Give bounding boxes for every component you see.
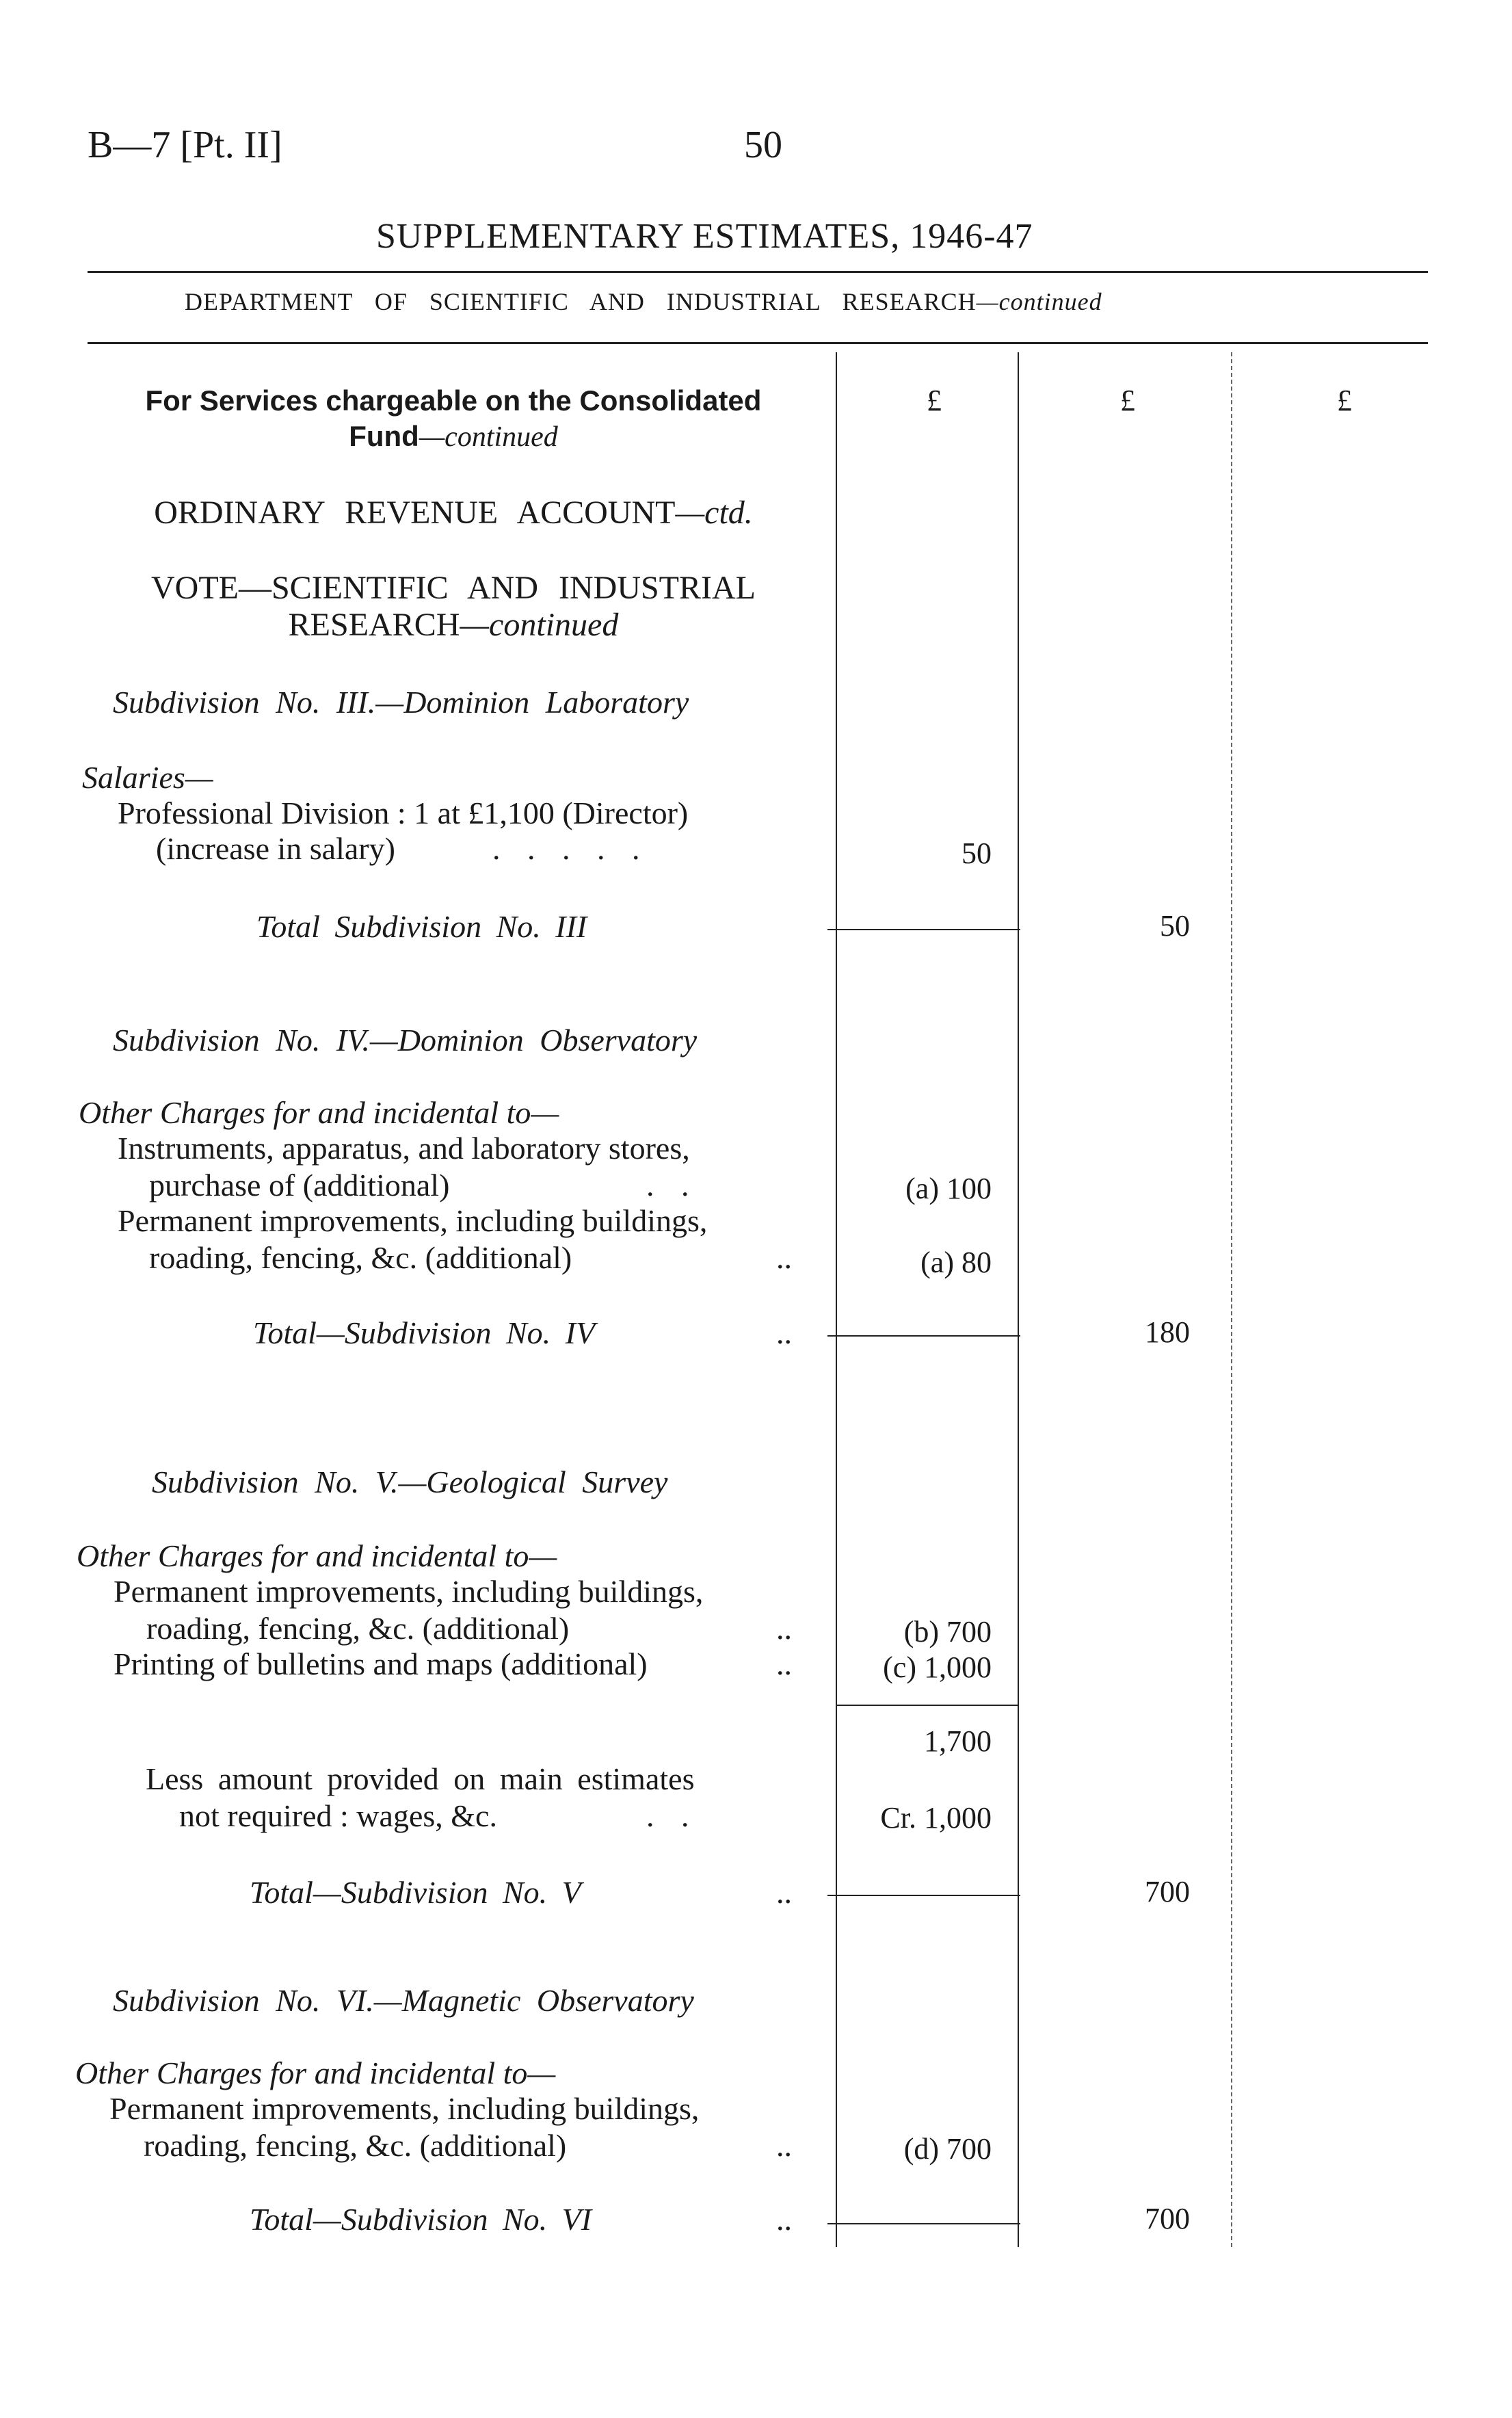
leader-dots: .. [776,1315,792,1350]
subdivision-5-item1-line2: roading, fencing, &c. (additional) [146,1611,570,1646]
leader-dots: .. [776,1240,792,1275]
header-rule-top [88,271,1428,273]
fund-title-line1: For Services chargeable on the Consolidated [145,384,762,417]
subdivision-5-item2-amount: (c) 1,000 [883,1651,992,1684]
leader-dots: . . . . . [492,831,650,866]
subdivision-4-item1-line1: Instruments, apparatus, and laboratory stores, [118,1131,690,1166]
subdivision-5-item2: Printing of bulletins and maps (additional) [114,1646,648,1681]
subdivision-5-item1-line1: Permanent improvements, including buildings, [114,1574,704,1609]
fund-title-suffix: —continued [419,421,558,453]
subdivision-5-less-line2: not required : wages, &c. [179,1798,497,1833]
leader-dots: .. [776,1646,792,1681]
subdivision-4-heading: Subdivision No. IV.—Dominion Observatory [113,1023,698,1057]
vote-name: RESEARCH [288,607,460,643]
leader-dots: .. [776,2128,792,2163]
subdivision-5-item1-amount: (b) 700 [903,1615,992,1648]
subtotal-rule [827,2223,1020,2224]
subdivision-3-item-amount: 50 [961,837,992,870]
leader-dots: . . [646,1168,699,1203]
vote-heading-line1: VOTE—SCIENTIFIC AND INDUSTRIAL [151,570,756,606]
subdivision-6-total-amount: 700 [1145,2202,1190,2235]
account-heading [88,494,819,531]
column-rule-1 [836,352,837,2247]
subdivision-4-total-label: Total—Subdivision No. IV [253,1315,596,1350]
subdivision-6-heading: Subdivision No. VI.—Magnetic Observatory [113,1983,694,2018]
subdivision-6-item1-line2: roading, fencing, &c. (additional) [144,2128,567,2163]
subdivision-3-total-label: Total Subdivision No. III [256,909,587,944]
department-name: DEPARTMENT OF SCIENTIFIC AND INDUSTRIAL RESEARCH [185,288,977,315]
subtotal-rule [827,1335,1020,1337]
column-header-3: £ [1337,384,1352,417]
page-number: 50 [744,124,782,166]
column-header-1: £ [927,384,942,417]
page-title: SUPPLEMENTARY ESTIMATES, 1946-47 [376,217,1033,256]
subtotal-rule [836,1705,1018,1706]
subdivision-4-group: Other Charges for and incidental to— [79,1095,559,1130]
subdivision-6-total-label: Total—Subdivision No. VI [250,2202,592,2237]
subdivision-3-total-amount: 50 [1160,909,1190,943]
subdivision-3-item-line2: (increase in salary) [156,831,395,866]
subdivision-3-heading: Subdivision No. III.—Dominion Laboratory [113,685,689,720]
subdivision-4-item2-line1: Permanent improvements, including buildings, [118,1203,708,1238]
subdivision-5-total-amount: 700 [1145,1875,1190,1908]
subdivision-4-total-amount: 180 [1145,1315,1190,1349]
fund-title-line2 [88,420,819,454]
leader-dots: . . [646,1798,699,1833]
subdivision-4-item2-line2: roading, fencing, &c. (additional) [149,1240,572,1275]
subdivision-5-less-amount: Cr. 1,000 [880,1801,992,1835]
subdivision-5-group: Other Charges for and incidental to— [77,1538,557,1573]
subdivision-5-less-line1: Less amount provided on main estimates [146,1761,695,1796]
leader-dots: .. [776,2202,792,2237]
subdivision-5-heading: Subdivision No. V.—Geological Survey [152,1464,668,1499]
subdivision-5-subtotal: 1,700 [924,1724,992,1758]
subdivision-3-group: Salaries— [82,760,213,795]
header-rule-bottom [88,342,1428,344]
account-name: ORDINARY REVENUE ACCOUNT [154,495,676,531]
account-suffix: —ctd. [675,495,753,531]
vote-heading-line2 [88,606,819,644]
subdivision-5-total-label: Total—Subdivision No. V [250,1875,581,1910]
leader-dots: .. [776,1875,792,1910]
fund-title-word: Fund [349,420,419,452]
column-rule-2 [1018,352,1019,2247]
column-header-2: £ [1120,384,1135,417]
subdivision-6-item1-line1: Permanent improvements, including buildings, [109,2091,700,2126]
subdivision-6-item1-amount: (d) 700 [903,2132,992,2166]
vote-suffix: —continued [460,607,619,643]
document-reference: B—7 [Pt. II] [88,124,282,166]
subdivision-3-item-line1: Professional Division : 1 at £1,100 (Director) [118,796,689,830]
department-heading [185,287,1102,316]
subdivision-4-item2-amount: (a) 80 [920,1246,992,1279]
leader-dots: .. [776,1611,792,1646]
subtotal-rule [827,929,1020,930]
subdivision-4-item1-amount: (a) 100 [905,1172,992,1205]
column-rule-3 [1231,352,1232,2247]
subtotal-rule [827,1895,1020,1896]
department-suffix: —continued [976,288,1102,315]
subdivision-6-group: Other Charges for and incidental to— [75,2055,556,2090]
subdivision-4-item1-line2: purchase of (additional) [149,1168,450,1203]
